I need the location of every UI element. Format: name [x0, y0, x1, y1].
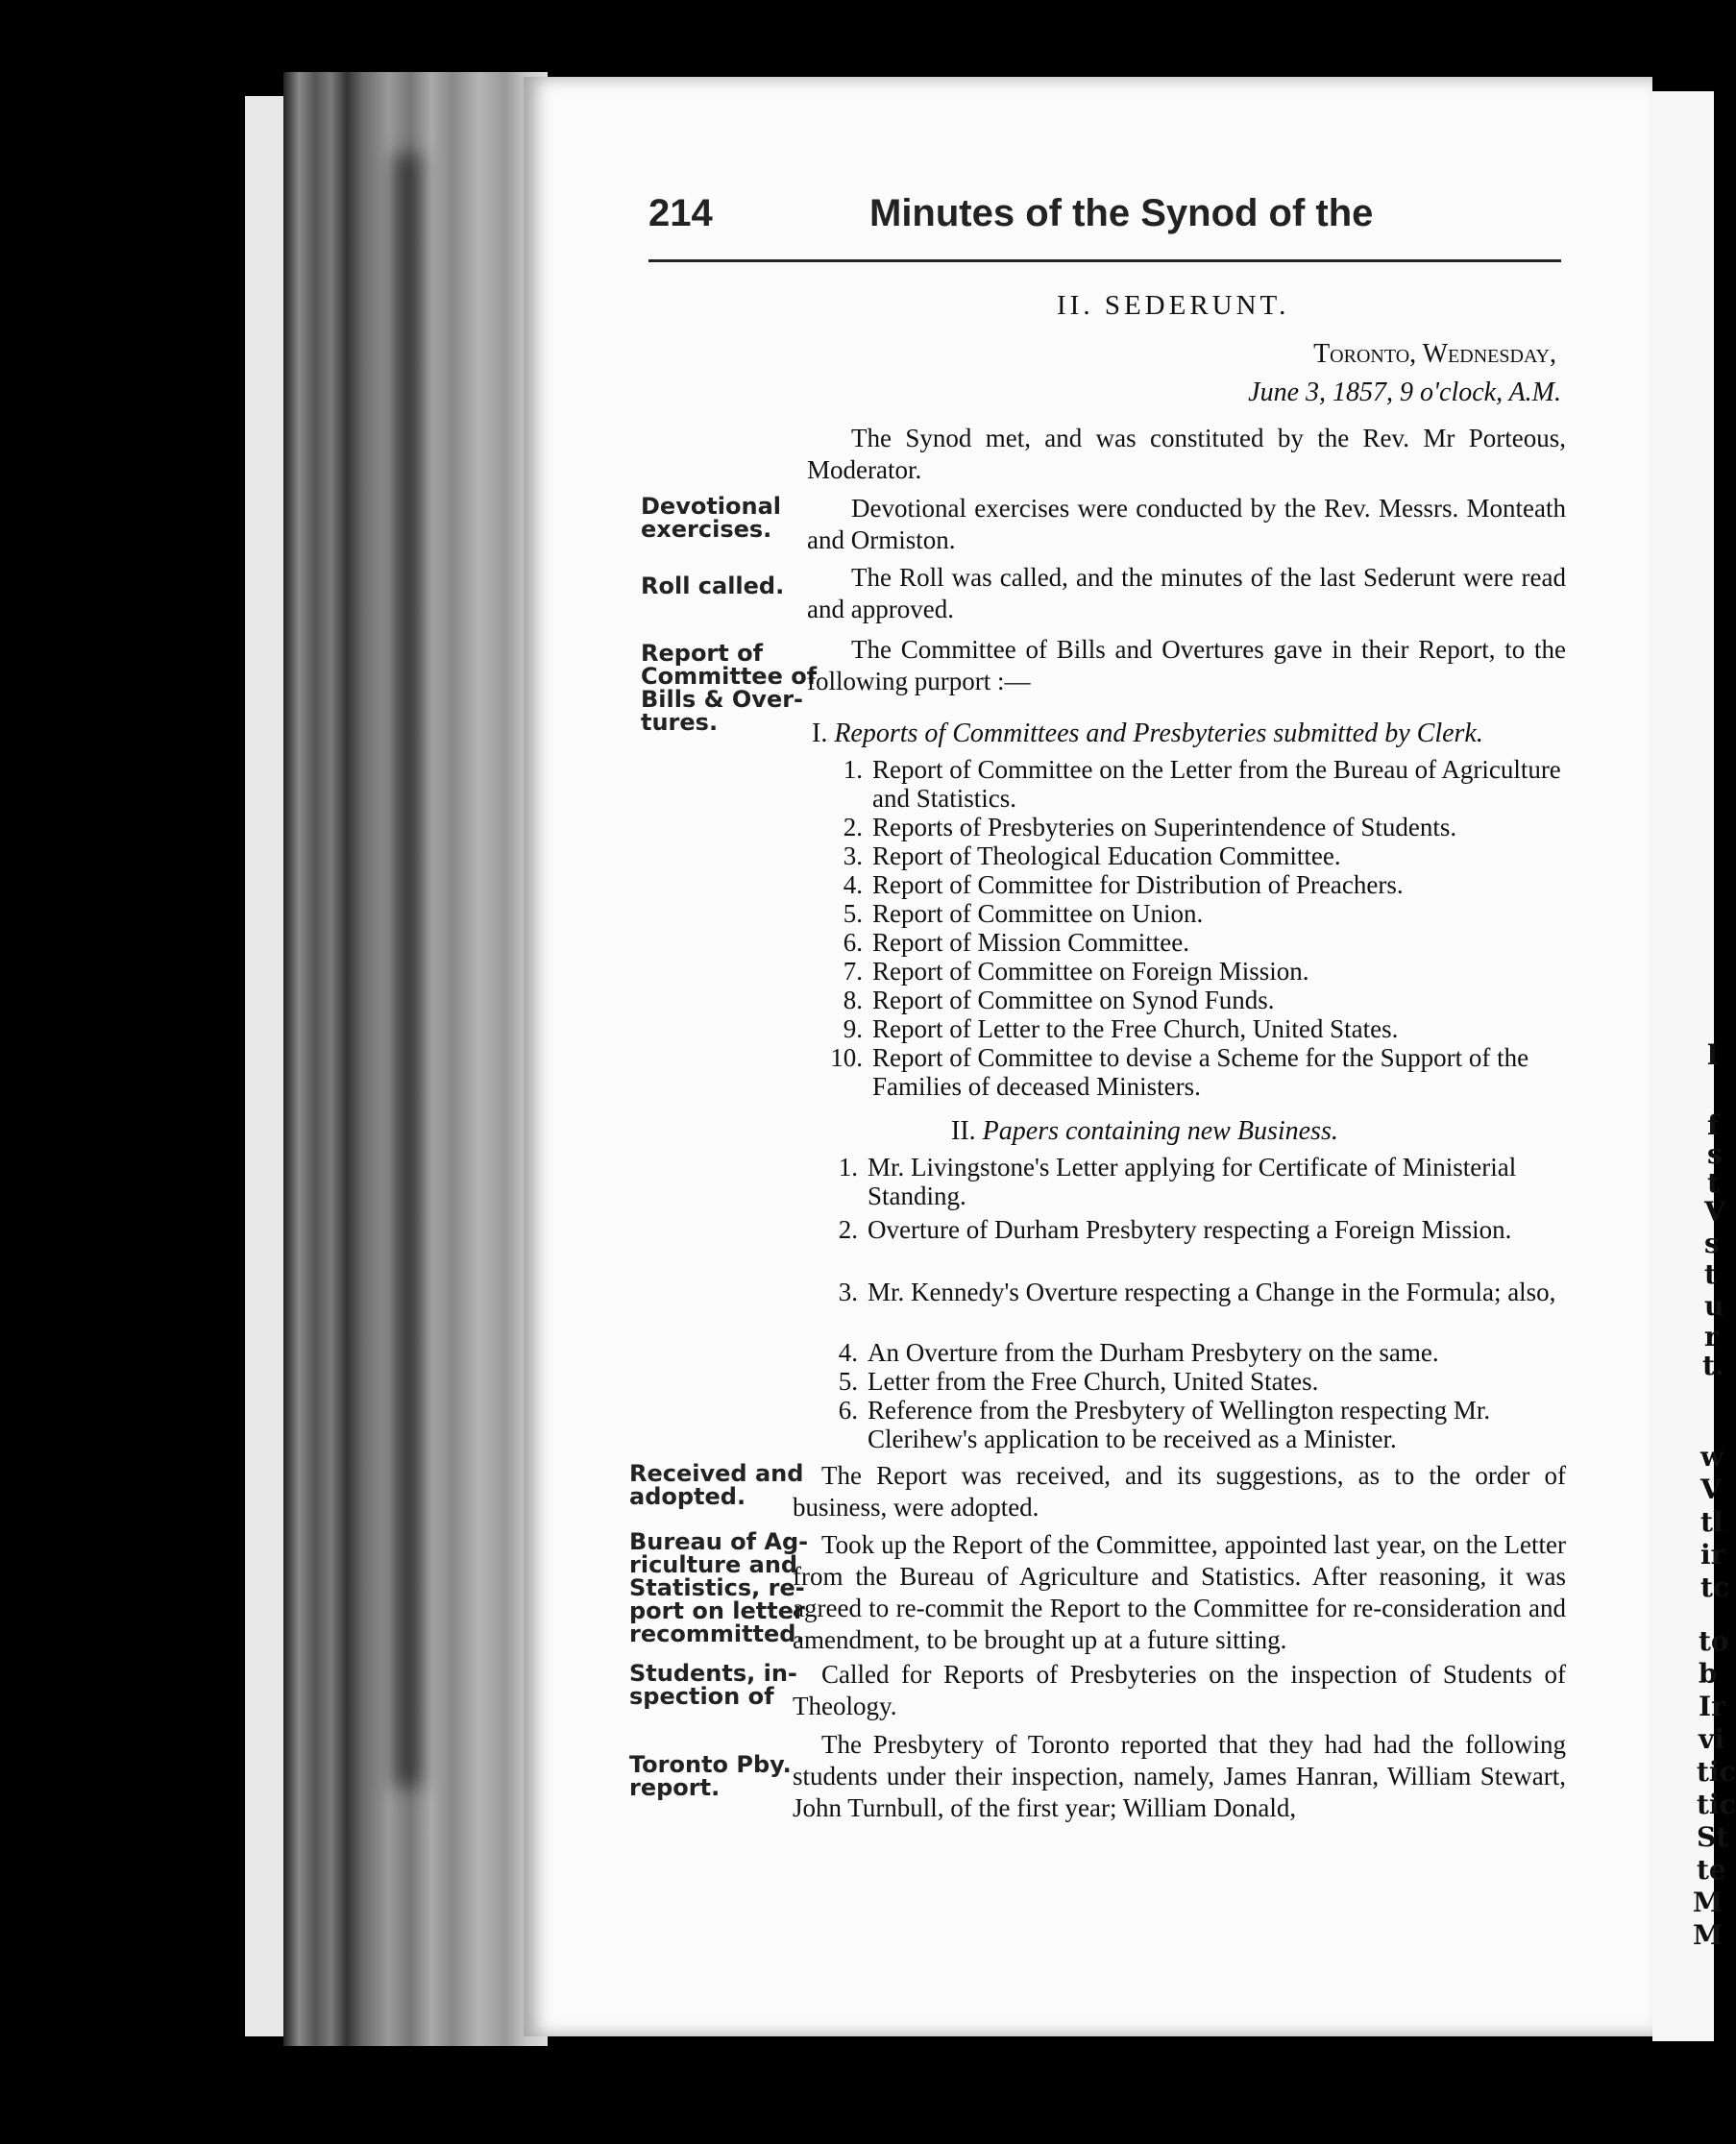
facing-page-fragment: tic — [1697, 1789, 1736, 1820]
facing-page-fragment: M — [1693, 1887, 1723, 1918]
facing-page-fragment: tl — [1700, 1506, 1724, 1538]
paragraph-constituted: The Synod met, and was constituted by the Rev. Mr Porteous, Moderator. — [807, 424, 1566, 484]
list-item-text: Overture of Durham Presbytery respecting a Foreign Mission. — [868, 1215, 1512, 1244]
list-item — [843, 841, 1341, 870]
list-item — [838, 1367, 1319, 1396]
list-item — [843, 928, 1189, 957]
facing-page-fragment: to — [1699, 1625, 1729, 1657]
section-one-heading — [812, 719, 1483, 749]
facing-page-fragment: V — [1700, 1474, 1722, 1505]
facing-page-fragment: s — [1704, 1228, 1720, 1259]
list-item-number: 4. — [843, 870, 863, 899]
paragraph-students: Called for Reports of Presbyteries on the inspection of Students of Theology. — [793, 1660, 1566, 1720]
page-number: 214 — [648, 192, 713, 234]
list-item-text: Report of Committee on the Letter from the Bureau of Agriculture and Statistics. — [872, 755, 1561, 813]
list-item-text: An Overture from the Durham Presbytery on the same. — [868, 1338, 1439, 1367]
sederunt-title: II. SEDERUNT. — [1057, 290, 1290, 321]
facing-page-fragment: tic — [1697, 1756, 1736, 1788]
list-item — [830, 1043, 1564, 1101]
list-item-number: 5. — [838, 1367, 858, 1396]
facing-page-fragment: f — [1707, 1109, 1720, 1141]
paragraph-devotional: Devotional exercises were conducted by the Rev. Messrs. Monteath and Ormiston. — [807, 494, 1566, 554]
list-item-number: 3. — [843, 841, 863, 870]
list-item-text: Letter from the Free Church, United States. — [868, 1367, 1319, 1396]
list-item-text: Report of Committee for Distribution of Preachers. — [872, 870, 1404, 899]
section-two-heading — [951, 1116, 1338, 1147]
list-item — [843, 1014, 1399, 1043]
facing-page-fragment: te — [1697, 1854, 1726, 1886]
list-item — [843, 957, 1309, 986]
list-item — [843, 986, 1275, 1014]
paragraph-report-bills: The Committee of Bills and Overtures gave in their Report, to the following purport :— — [807, 635, 1566, 695]
list-item-number: 3. — [838, 1278, 858, 1306]
list-item — [838, 1396, 1564, 1453]
facing-page-fragment: u — [1704, 1290, 1724, 1322]
list-item-text: Report of Mission Committee. — [872, 928, 1189, 957]
facing-page-fragment: vi — [1699, 1723, 1724, 1755]
facing-page-fragment: s — [1707, 1138, 1723, 1170]
list-item — [843, 755, 1564, 813]
list-item-text: Report of Letter to the Free Church, United States. — [872, 1014, 1399, 1043]
section-one-title: Reports of Committees and Presbyteries submitted by Clerk. — [834, 719, 1483, 748]
list-item — [843, 813, 1457, 841]
margin-note-students: Students, in- spection of — [629, 1660, 797, 1710]
facing-page-fragment: V — [1704, 1196, 1725, 1228]
list-item-number: 2. — [838, 1215, 858, 1244]
list-item-text: Report of Committee on Synod Funds. — [872, 986, 1275, 1014]
margin-note-roll: Roll called. — [641, 573, 785, 599]
sederunt-date-time: June 3, 1857, 9 o'clock, A.M. — [1248, 378, 1561, 407]
list-item-number: 7. — [843, 957, 863, 986]
list-item-text: Report of Theological Education Committee. — [872, 841, 1341, 870]
facing-page-fragment: ir — [1700, 1539, 1725, 1571]
list-item-text: Reference from the Presbytery of Wellington respecting Mr. Clerihew's application to be received as a Minister. — [868, 1396, 1491, 1453]
list-item-number: 6. — [843, 928, 863, 957]
list-item — [843, 899, 1204, 928]
facing-page-fragment: l — [1707, 1039, 1718, 1071]
paragraph-toronto: The Presbytery of Toronto reported that they had had the following students under their inspection, namely, James Hanran, William Stewart, John Turnbull, of the first year; William Donald, — [793, 1730, 1566, 1822]
list-item — [838, 1278, 1564, 1306]
list-item-number: 2. — [843, 813, 863, 841]
list-item-number: 1. — [838, 1153, 858, 1182]
facing-page-fragment: St — [1697, 1821, 1729, 1853]
list-item-number: 8. — [843, 986, 863, 1014]
header-rule — [648, 259, 1561, 262]
list-item-number: 1. — [843, 755, 863, 784]
list-item-number: 10. — [830, 1043, 863, 1072]
facing-page-fragment: Ir — [1699, 1691, 1725, 1722]
margin-note-report-bills: Report of Committee of Bills & Over- tures. — [641, 640, 818, 736]
facing-page-fragment: M — [1693, 1919, 1723, 1951]
list-item-text: Report of Committee to devise a Scheme for the Support of the Families of deceased Ministers. — [872, 1043, 1529, 1101]
facing-page-fragment: t. — [1702, 1350, 1724, 1381]
facing-page-fragment: tc — [1700, 1571, 1729, 1603]
section-one-numeral: I. — [812, 719, 828, 748]
list-item-text: Report of Committee on Union. — [872, 899, 1204, 928]
list-item-text: Report of Committee on Foreign Mission. — [872, 957, 1309, 986]
margin-note-toronto: Toronto Pby. report. — [629, 1751, 792, 1801]
book-page — [524, 77, 1652, 2036]
section-two-numeral: II. — [951, 1116, 976, 1146]
margin-note-devotional: Devotional exercises. — [641, 493, 782, 543]
facing-page-fragment: t — [1707, 1167, 1720, 1199]
list-item — [838, 1215, 1564, 1244]
list-item — [838, 1338, 1439, 1367]
section-two-title: Papers containing new Business. — [982, 1116, 1338, 1146]
paragraph-bureau: Took up the Report of the Committee, appointed last year, on the Letter from the Bureau of Agriculture and Statistics. After reasoning, it was agreed to re-commit the Report to the Committee for re-consideration and amendment, to be brought up at a future sitting. — [793, 1530, 1566, 1654]
list-item-number: 6. — [838, 1396, 858, 1425]
list-item-number: 9. — [843, 1014, 863, 1043]
list-item-text: Mr. Livingstone's Letter applying for Certificate of Ministerial Standing. — [868, 1153, 1517, 1210]
running-title: Minutes of the Synod of the — [869, 192, 1374, 234]
margin-note-received: Received and adopted. — [629, 1460, 804, 1510]
list-item — [843, 870, 1404, 899]
facing-page-fragment: t — [1704, 1258, 1717, 1290]
paragraph-received: The Report was received, and its suggestions, as to the order of business, were adopted. — [793, 1461, 1566, 1522]
paragraph-roll: The Roll was called, and the minutes of the last Sederunt were read and approved. — [807, 563, 1566, 623]
list-item-text: Mr. Kennedy's Overture respecting a Change in the Formula; also, — [868, 1278, 1556, 1306]
facing-page-fragment: b — [1699, 1658, 1718, 1690]
list-item-number: 5. — [843, 899, 863, 928]
facing-page-fragment: w — [1700, 1441, 1724, 1473]
list-item-number: 4. — [838, 1338, 858, 1367]
margin-note-bureau: Bureau of Ag- riculture and Statistics, re- port on letter recommitted. — [629, 1528, 809, 1647]
fore-edge-shadow — [394, 154, 421, 1787]
sederunt-place-day: Toronto, Wednesday, — [1313, 339, 1556, 369]
facing-page-fragment: r — [1704, 1321, 1719, 1352]
list-item-text: Reports of Presbyteries on Superintendence of Students. — [872, 813, 1457, 841]
list-item — [838, 1153, 1564, 1210]
